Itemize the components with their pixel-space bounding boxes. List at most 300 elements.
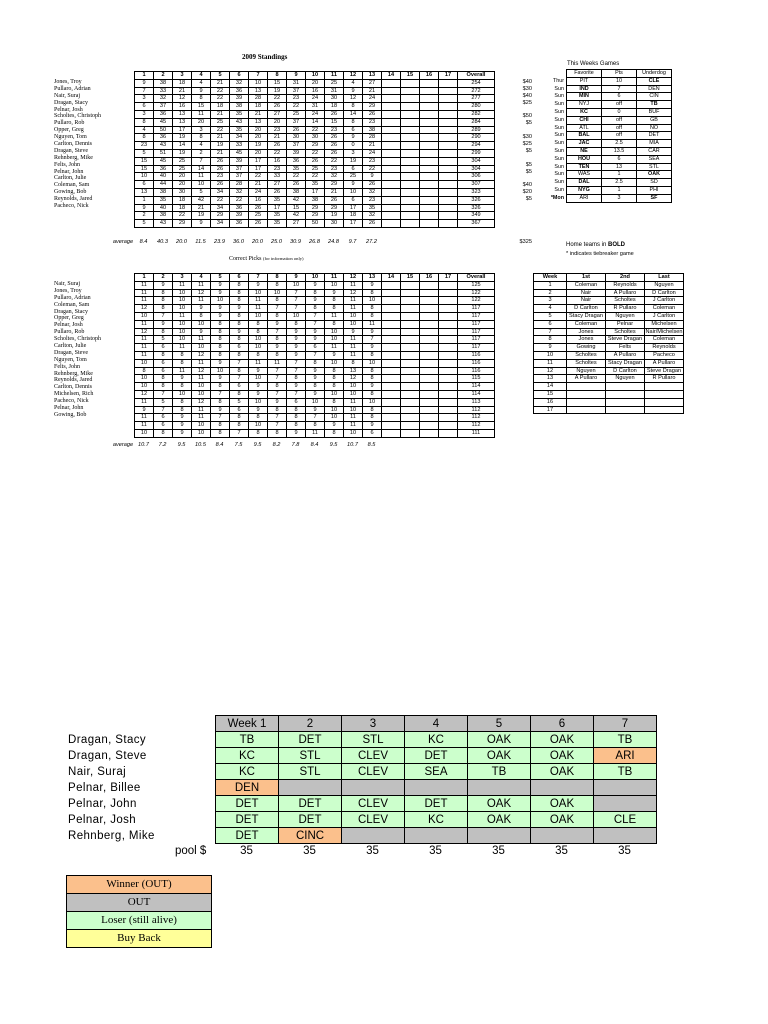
cell: 24	[249, 188, 268, 196]
point-spread: 2.5	[602, 140, 637, 148]
cell: 6	[230, 344, 249, 352]
cell: 19	[211, 142, 230, 150]
underdog-team: OAK	[637, 171, 672, 179]
winnings	[508, 175, 532, 182]
cell	[420, 110, 439, 118]
cell: 9	[230, 328, 249, 336]
survivor-pick: CLEV	[342, 796, 405, 812]
cell: 15	[287, 204, 306, 212]
weeks-cell: A Pullaro	[567, 375, 606, 383]
cell	[401, 305, 420, 313]
cell: 4	[192, 142, 211, 150]
cell: 8	[325, 398, 344, 406]
survivor-pick: DET	[279, 732, 342, 748]
cell: 20	[306, 79, 325, 87]
cell: 15	[135, 165, 154, 173]
cell: 31	[325, 87, 344, 95]
cell: 8	[287, 414, 306, 422]
cell: 26	[211, 181, 230, 189]
cell: 299	[458, 149, 495, 157]
cell: 12	[135, 390, 154, 398]
survivor-header-row	[216, 716, 657, 732]
cell: 35	[154, 196, 173, 204]
cell: 8	[268, 312, 287, 320]
weeks-cell: 9	[534, 344, 567, 352]
cell: 6	[230, 406, 249, 414]
cell: 6	[154, 359, 173, 367]
cell	[401, 181, 420, 189]
cell: 9	[249, 383, 268, 391]
cell: 8	[154, 328, 173, 336]
game-row	[540, 77, 672, 85]
weeks-cell: 3	[534, 297, 567, 305]
cell: 9	[173, 414, 192, 422]
cell	[382, 429, 401, 437]
player-name: Reynolds, Jared	[54, 196, 93, 203]
cell: 8	[154, 429, 173, 437]
cell	[439, 367, 458, 375]
cell: 29	[306, 212, 325, 220]
survivor-pick: CLE	[594, 812, 657, 828]
cell	[420, 181, 439, 189]
favorite-team: TEN	[567, 163, 602, 171]
favorite-team: KC	[567, 108, 602, 116]
cell: 25	[344, 173, 363, 181]
cell	[382, 375, 401, 383]
cell: 24	[306, 110, 325, 118]
cell: 10	[211, 297, 230, 305]
cell: 10	[344, 406, 363, 414]
underdog-team: GB	[637, 116, 672, 124]
player-name: Pelnar, Josh	[54, 322, 83, 329]
cell: 117	[458, 336, 495, 344]
table-row	[135, 289, 495, 297]
cell	[439, 398, 458, 406]
cell: 8	[363, 406, 382, 414]
cell: 10	[135, 173, 154, 181]
cell	[420, 375, 439, 383]
cell: 122	[458, 289, 495, 297]
cell: 9	[306, 390, 325, 398]
survivor-pick	[279, 780, 342, 796]
weeks-cell: Nair	[567, 297, 606, 305]
cell: 7	[268, 422, 287, 430]
cell: 9	[325, 351, 344, 359]
cell: 38	[287, 188, 306, 196]
cell: 4	[135, 126, 154, 134]
column-header: 12	[344, 274, 363, 282]
cell: 17	[173, 126, 192, 134]
cell: 7	[287, 367, 306, 375]
game-day: Sun	[554, 155, 564, 162]
cell: 23	[268, 126, 287, 134]
game-row	[540, 179, 672, 187]
weeks-header-row	[534, 274, 684, 282]
weeks-cell: A Pullaro	[645, 359, 684, 367]
cell: 10	[287, 281, 306, 289]
survivor-pick: OAK	[468, 812, 531, 828]
average-value: 24.8	[328, 239, 339, 245]
pool-label: pool $	[175, 845, 207, 857]
table-row	[135, 297, 495, 305]
cell: 10	[306, 398, 325, 406]
cell	[401, 126, 420, 134]
cell	[401, 188, 420, 196]
cell: 11	[135, 344, 154, 352]
survivor-pick	[531, 780, 594, 796]
cell: 16	[268, 157, 287, 165]
weeks-row	[534, 305, 684, 313]
game-day: Sun	[554, 124, 564, 131]
cell: 25	[249, 212, 268, 220]
cell: 9	[344, 134, 363, 142]
cell: 10	[249, 289, 268, 297]
column-header: 11	[325, 72, 344, 80]
cell: 114	[458, 383, 495, 391]
survivor-pick: DET	[405, 796, 468, 812]
cell	[401, 157, 420, 165]
winnings	[508, 155, 532, 162]
cell	[401, 297, 420, 305]
survivor-pick	[405, 780, 468, 796]
column-header: 3	[173, 72, 192, 80]
cell: 8	[363, 351, 382, 359]
cell: 8	[363, 414, 382, 422]
cell	[420, 406, 439, 414]
cell: 10	[173, 390, 192, 398]
cell: 11	[135, 289, 154, 297]
average-value: 8.4	[310, 442, 319, 448]
cell: 27	[268, 110, 287, 118]
cell	[401, 367, 420, 375]
pool-amount: 35	[429, 845, 442, 857]
cell: 112	[458, 414, 495, 422]
cell	[401, 149, 420, 157]
weeks-cell	[567, 398, 606, 406]
cell: 29	[363, 103, 382, 111]
cell	[439, 79, 458, 87]
cell	[420, 188, 439, 196]
cell: 8	[154, 305, 173, 313]
pool-amount: 35	[492, 845, 505, 857]
legend-item: Buy Back	[66, 930, 212, 948]
cell	[420, 204, 439, 212]
standings-title: 2009 Standings	[242, 53, 288, 61]
underdog-team: DET	[637, 132, 672, 140]
cell: 13	[344, 367, 363, 375]
weeks-cell: 4	[534, 305, 567, 313]
cell: 8	[344, 359, 363, 367]
cell: 26	[249, 220, 268, 228]
weeks-row	[534, 367, 684, 375]
pool-amount: 35	[303, 845, 316, 857]
cell: 10	[325, 336, 344, 344]
cell: 12	[344, 289, 363, 297]
cell	[382, 142, 401, 150]
column-header: 13	[363, 72, 382, 80]
survivor-pick: STL	[279, 764, 342, 780]
cell: 44	[154, 181, 173, 189]
cell: 10	[344, 429, 363, 437]
cell: 8	[325, 305, 344, 313]
cell: 30	[173, 188, 192, 196]
weeks-row	[534, 390, 684, 398]
average-value: 40.3	[157, 239, 168, 245]
cell: 10	[325, 390, 344, 398]
pool-amount: 35	[618, 845, 631, 857]
cell	[439, 95, 458, 103]
cell: 7	[192, 157, 211, 165]
survivor-player-name: Pelnar, John	[68, 798, 137, 810]
cell: 22	[287, 103, 306, 111]
player-name: Rehnberg, Mike	[54, 154, 93, 161]
standings-winnings	[508, 79, 532, 210]
cell	[420, 383, 439, 391]
cell: 10	[249, 336, 268, 344]
cell: 29	[325, 204, 344, 212]
cell: 11	[192, 414, 211, 422]
cell: 1	[135, 196, 154, 204]
weeks-row	[534, 359, 684, 367]
table-row	[135, 149, 495, 157]
game-row	[540, 132, 672, 140]
cell: 21	[173, 87, 192, 95]
underdog-team: CIN	[637, 93, 672, 101]
winnings: $5	[525, 161, 532, 168]
survivor-week-header: 6	[531, 716, 594, 732]
cell: 10	[325, 281, 344, 289]
cell: 111	[458, 429, 495, 437]
cell: 9	[325, 422, 344, 430]
table-row	[135, 328, 495, 336]
cell: 6	[154, 367, 173, 375]
survivor-pick: OAK	[468, 796, 531, 812]
cell: 19	[249, 142, 268, 150]
cell: 10	[363, 359, 382, 367]
cell: 8	[306, 305, 325, 313]
cell	[420, 289, 439, 297]
cell: 280	[458, 103, 495, 111]
cell: 16	[173, 103, 192, 111]
cell: 29	[211, 212, 230, 220]
table-row	[135, 196, 495, 204]
cell: 9	[268, 320, 287, 328]
column-header: 1	[135, 274, 154, 282]
favorite-team: BAL	[567, 132, 602, 140]
cell: 9	[363, 173, 382, 181]
weeks-cell: Jones	[567, 336, 606, 344]
cell: 45	[154, 157, 173, 165]
cell: 8	[230, 281, 249, 289]
games-header: Pts	[602, 70, 637, 78]
cell: 7	[211, 390, 230, 398]
cell	[401, 95, 420, 103]
cell	[439, 149, 458, 157]
cell: 12	[192, 351, 211, 359]
cell: 3	[344, 149, 363, 157]
cell: 14	[344, 110, 363, 118]
cell: 8	[192, 312, 211, 320]
cell	[382, 196, 401, 204]
cell	[401, 351, 420, 359]
cell	[382, 103, 401, 111]
cell: 8	[249, 328, 268, 336]
game-row	[540, 155, 672, 163]
cell: 6	[135, 181, 154, 189]
table-row	[135, 312, 495, 320]
weeks-cell: A Pullaro	[606, 351, 645, 359]
cell: 9	[306, 406, 325, 414]
weeks-cell: D Carlton	[645, 289, 684, 297]
player-name: Jones, Troy	[54, 79, 82, 85]
weeks-cell: A Pullaro	[606, 289, 645, 297]
cell: 8	[249, 351, 268, 359]
average-value: 7.2	[158, 442, 167, 448]
cell: 0	[344, 142, 363, 150]
cell: 20	[249, 149, 268, 157]
cell	[420, 157, 439, 165]
cell	[439, 344, 458, 352]
cell: 9	[268, 344, 287, 352]
cell: 9	[306, 281, 325, 289]
cell: 306	[458, 173, 495, 181]
cell: 8	[154, 289, 173, 297]
cell: 26	[268, 142, 287, 150]
average-value: 23.9	[214, 239, 225, 245]
cell	[439, 87, 458, 95]
cell	[420, 134, 439, 142]
cell	[401, 87, 420, 95]
cell: 11	[173, 312, 192, 320]
cell: 8	[268, 336, 287, 344]
player-name: Pelnar, John	[54, 168, 84, 175]
cell: 8	[268, 297, 287, 305]
weeks-cell: 15	[534, 390, 567, 398]
average-value: 27.2	[366, 239, 377, 245]
cell: 8	[192, 95, 211, 103]
game-row	[540, 85, 672, 93]
cell: 11	[344, 422, 363, 430]
cell: 10	[249, 375, 268, 383]
cell	[420, 212, 439, 220]
cell: 30	[325, 95, 344, 103]
cell: 8	[211, 383, 230, 391]
cell: 10	[192, 429, 211, 437]
winnings: $5	[525, 147, 532, 154]
cell	[382, 320, 401, 328]
cell: 33	[154, 87, 173, 95]
cell: 11	[325, 312, 344, 320]
survivor-pick	[342, 780, 405, 796]
underdog-team: NO	[637, 124, 672, 132]
cell: 10	[325, 406, 344, 414]
cell	[401, 312, 420, 320]
weeks-cell: D Carlton	[606, 367, 645, 375]
cell: 7	[306, 351, 325, 359]
cell: 23	[363, 196, 382, 204]
survivor-week-header: 3	[342, 716, 405, 732]
cell: 23	[363, 157, 382, 165]
survivor-table	[215, 715, 657, 844]
cell: 22	[306, 149, 325, 157]
cell: 32	[363, 188, 382, 196]
cell: 27	[287, 220, 306, 228]
weeks-cell: Nguyen	[645, 281, 684, 289]
cell: 8	[306, 383, 325, 391]
weeks-cell: Stacy Dragan	[606, 359, 645, 367]
cell: 8	[135, 134, 154, 142]
cell: 20	[173, 181, 192, 189]
cell: 115	[458, 375, 495, 383]
column-header: 7	[249, 72, 268, 80]
cell: 117	[458, 320, 495, 328]
cell: 8	[230, 312, 249, 320]
cell: 8	[230, 390, 249, 398]
cell: 9	[211, 406, 230, 414]
winnings: $50	[522, 113, 532, 120]
winnings: $40	[522, 182, 532, 189]
cell: 43	[154, 142, 173, 150]
cell: 17	[249, 157, 268, 165]
weeks-cell: Stacy Dragan	[567, 312, 606, 320]
cell: 11	[344, 281, 363, 289]
cell	[382, 297, 401, 305]
cell: 9	[363, 281, 382, 289]
cell	[401, 281, 420, 289]
weeks-cell: 5	[534, 312, 567, 320]
cell: 6	[344, 126, 363, 134]
legend-item: OUT	[66, 894, 212, 912]
weeks-header: 2nd	[606, 274, 645, 282]
weeks-cell	[645, 383, 684, 391]
table-header-row	[135, 274, 495, 282]
cell: 10	[173, 336, 192, 344]
survivor-pick: KC	[405, 812, 468, 828]
cell: 28	[249, 95, 268, 103]
cell: 17	[344, 220, 363, 228]
cell: 11	[135, 281, 154, 289]
column-header: 9	[287, 72, 306, 80]
survivor-pick: DET	[216, 812, 279, 828]
cell: 10	[135, 429, 154, 437]
cell: 8	[211, 422, 230, 430]
cell: 34	[211, 188, 230, 196]
column-header: 4	[192, 72, 211, 80]
weeks-cell	[606, 390, 645, 398]
cell: 6	[287, 398, 306, 406]
cell: 13	[173, 110, 192, 118]
point-spread: 7	[602, 85, 637, 93]
survivor-row	[216, 780, 657, 796]
cell: 10	[192, 390, 211, 398]
underdog-team: SEA	[637, 155, 672, 163]
cell	[439, 375, 458, 383]
cell: 12	[135, 328, 154, 336]
cell: 2	[192, 149, 211, 157]
cell	[401, 165, 420, 173]
cell: 8	[268, 429, 287, 437]
average-label: average	[112, 442, 134, 448]
cell: 323	[458, 188, 495, 196]
cell	[420, 429, 439, 437]
cell: 7	[306, 312, 325, 320]
player-name: Pacheco, Nick	[54, 398, 89, 405]
cell: 8	[154, 383, 173, 391]
cell: 10	[135, 375, 154, 383]
cell	[382, 110, 401, 118]
column-header: 7	[249, 274, 268, 282]
table-row	[135, 188, 495, 196]
